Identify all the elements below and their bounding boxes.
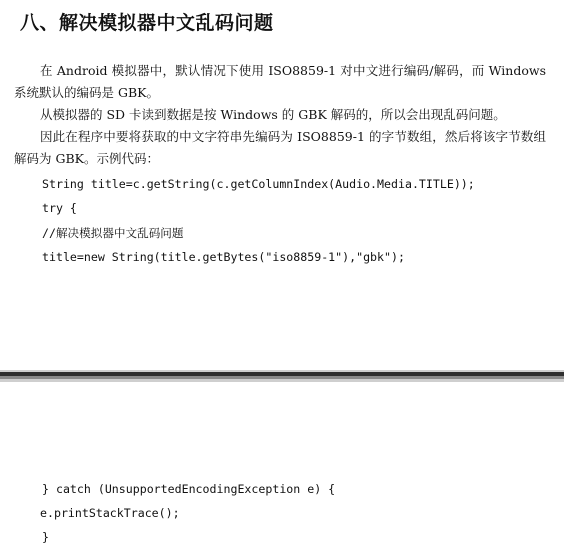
code-line-get-title: String title=c.getString(c.getColumnIndex(Audio.Media.TITLE)); [42, 177, 475, 191]
paragraph-solution: 因此在程序中要将获取的中文字符串先编码为 ISO8859-1 的字节数组，然后将该字节数组解码为 GBK。示例代码： [14, 129, 546, 166]
code-line-comment: //解决模拟器中文乱码问题 [42, 226, 184, 240]
code-line-close-brace: } [42, 530, 49, 544]
section-heading: 八、解决模拟器中文乱码问题 [20, 12, 274, 34]
code-line-print-stack: e.printStackTrace(); [40, 506, 180, 520]
code-line-convert: title=new String(title.getBytes("iso8859-1"),"gbk"); [42, 250, 405, 264]
code-line-catch: } catch (UnsupportedEncodingException e) { [42, 482, 336, 496]
page-divider [0, 370, 564, 382]
page-divider-gray-band [0, 376, 564, 379]
code-line-try: try { [42, 201, 77, 215]
paragraph-sd-card: 从模拟器的 SD 卡读到数据是按 Windows 的 GBK 解码的，所以会出现乱码问题。 [40, 107, 506, 122]
paragraph-encoding-default: 在 Android 模拟器中，默认情况下使用 ISO8859-1 对中文进行编码/解码，而 Windows 系统默认的编码是 GBK。 [14, 63, 546, 100]
document-page-bottom [0, 382, 564, 554]
